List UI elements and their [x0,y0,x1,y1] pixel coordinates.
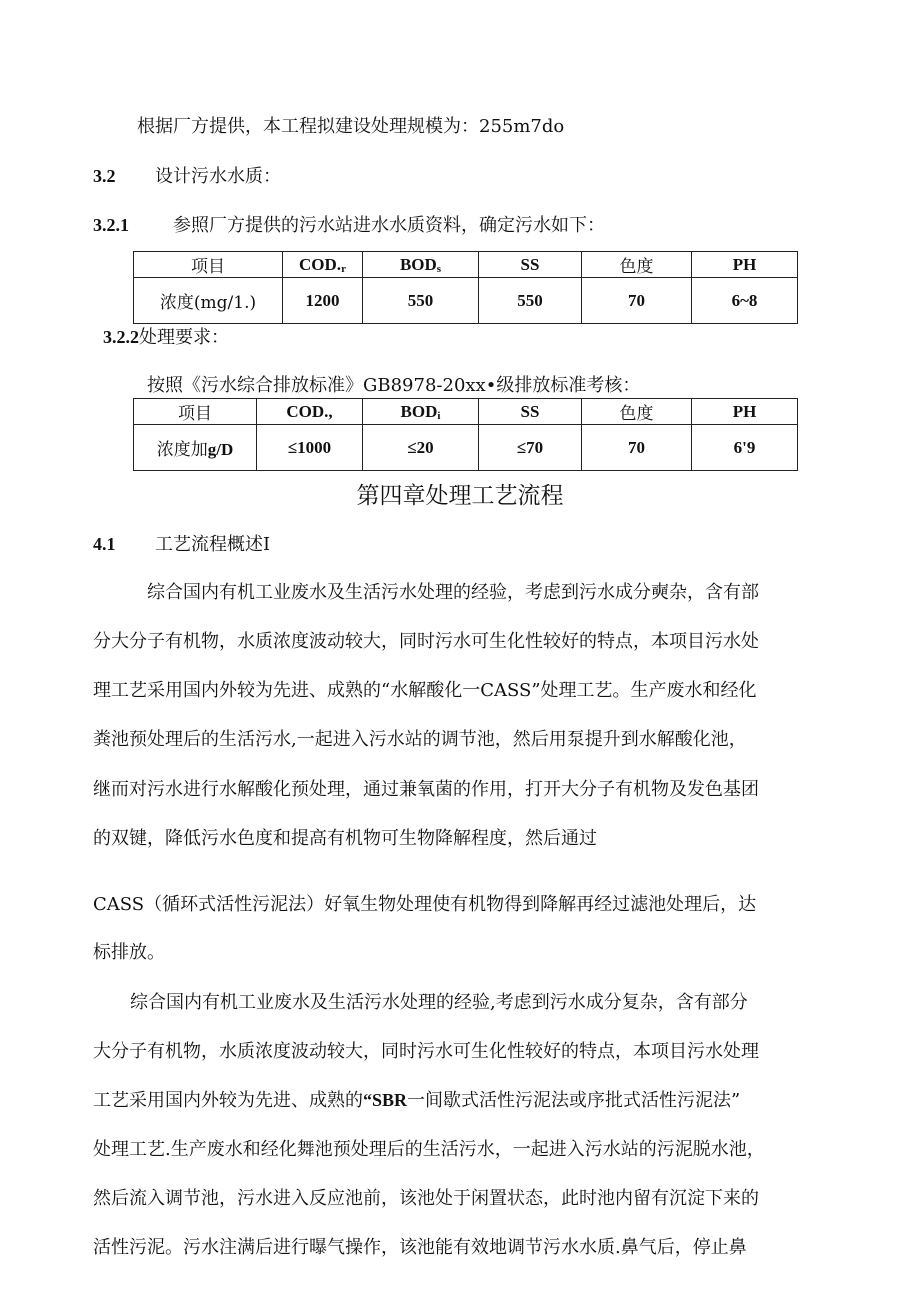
section-number: 3.2.2 [103,327,139,347]
paragraph-line: 综合国内有机工业废水及生活污水处理的经验，考虑到污水成分奭杂，含有部 [147,582,759,603]
table-cell: 1200 [283,278,363,324]
table-cell: 550 [363,278,479,324]
table-cell: 6'9 [692,425,798,471]
paragraph-line: 工艺采用国内外较为先进、成熟的“SBR一间歇式活性污泥法或序批式活性污泥法” [93,1090,741,1111]
header-cell: BODi [363,399,479,425]
section-title: 设计污水水质： [155,166,281,187]
paragraph-line: 处理工艺.生产废水和经化舞池预处理后的生活污水，一起进入污水站的污泥脱水池， [93,1139,765,1160]
header-cell: COD.r [283,252,363,278]
table-cell: 550 [479,278,582,324]
paragraph-line: 活性污泥。污水注满后进行曝气操作，该池能有效地调节污水水质.鼻气后，停止鼻 [93,1237,747,1258]
section-4-1-heading [93,533,270,556]
intro-text: 根据厂方提供，本工程拟建设处理规模为：255m7do [137,116,565,137]
table-cell: ≤1000 [257,425,363,471]
section-3-2-heading [93,165,281,188]
header-cell: 项目 [134,399,257,425]
section-3-2-2-heading [103,326,229,349]
section-text: 参照厂方提供的污水站进水水质资料，确定污水如下： [173,215,605,236]
table-cell: 70 [582,278,692,324]
chapter-title: 第四章处理工艺流程 [356,483,564,509]
row-label: 浓度加g/D [134,425,257,471]
paragraph-line: 分大分子有机物，水质浓度波动较大，同时污水可生化性较好的特点，本项目污水处 [93,631,759,652]
table-header-row [134,399,798,425]
table-cell: ≤70 [479,425,582,471]
paragraph-line: 继而对污水进行水解酸化预处理，通过兼氧菌的作用，打开大分子有机物及发色基团 [93,779,759,800]
section-number: 4.1 [93,534,116,554]
header-cell: 色度 [582,399,692,425]
table-row [134,425,798,471]
section-title: 处理要求： [139,327,229,348]
paragraph-line: 的双键，降低污水色度和提高有机物可生物降解程度，然后通过 [93,828,597,849]
header-cell: SS [479,252,582,278]
table-cell: ≤20 [363,425,479,471]
table-row [134,278,798,324]
header-cell: COD., [257,399,363,425]
paragraph-line: 综合国内有机工业废水及生活污水处理的经验,考虑到污水成分复杂，含有部分 [130,992,748,1013]
paragraph-line: 大分子有机物，水质浓度波动较大，同时污水可生化性较好的特点，本项目污水处理 [93,1041,759,1062]
paragraph-line: 标排放。 [93,942,165,963]
standard-text: 按照《污水综合排放标准》GB8978-20xx•级排放标准考核： [147,375,641,396]
section-3-2-1-heading [93,214,605,237]
header-cell: PH [692,252,798,278]
influent-quality-table [133,251,798,324]
paragraph-line: 然后流入调节池，污水进入反应池前，该池处于闲置状态，此时池内留有沉淀下来的 [93,1188,759,1209]
header-cell: 项目 [134,252,283,278]
header-cell: PH [692,399,798,425]
section-number: 3.2.1 [93,215,129,235]
discharge-standard-table [133,398,798,471]
paragraph-line: CASS（循环式活性污泥法）好氧生物处理使有机物得到降解再经过滤池处理后，达 [93,894,757,915]
header-cell: 色度 [582,252,692,278]
header-cell: BODs [363,252,479,278]
table-cell: 70 [582,425,692,471]
section-number: 3.2 [93,166,116,186]
section-title: 工艺流程概述I [155,534,271,555]
header-cell: SS [479,399,582,425]
paragraph-line: 理工艺采用国内外较为先进、成熟的“水解酸化一CASS”处理工艺。生产废水和经化 [93,680,757,701]
paragraph-line: 粪池预处理后的生活污水,一起进入污水站的调节池，然后用泵提升到水解酸化池， [93,729,747,750]
table-header-row [134,252,798,278]
table-cell: 6~8 [692,278,798,324]
row-label: 浓度(mg/1.) [134,278,283,324]
